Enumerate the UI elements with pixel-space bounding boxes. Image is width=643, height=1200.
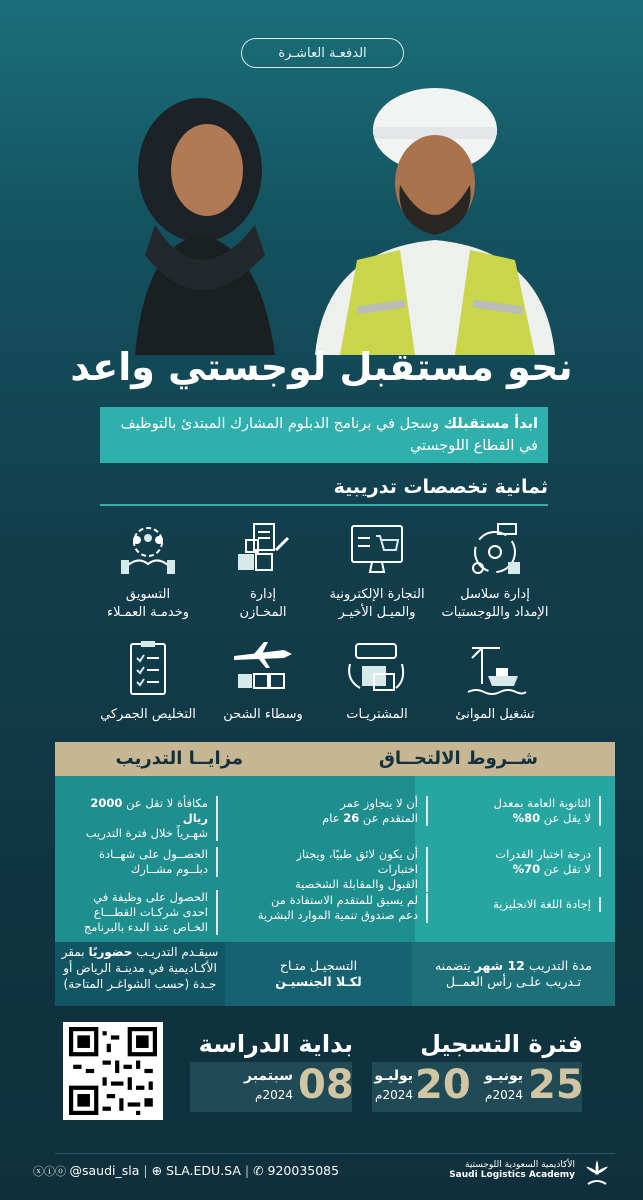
marketing-icon — [113, 520, 183, 580]
benefit-line: الحصــول على شهــادة — [98, 847, 208, 861]
intro-text: وسجل في برنامج الدبلوم المشارك المبتدئ بالتوظيف في القطاع اللوجستي — [120, 416, 538, 454]
academy-logo-icon — [580, 1156, 614, 1190]
intro-bold: ابدأ مستقبلك — [443, 416, 538, 432]
benefit-line: احدى شركـات القطـــاع — [93, 905, 208, 919]
condition-line: الثانوية العامة بمعدل — [493, 796, 591, 810]
spec-label-line: الإمداد واللوجستيات — [441, 605, 549, 620]
condition-item — [253, 847, 428, 892]
study-start-day: 08 — [298, 1062, 354, 1108]
benefit-line: دبلــوم مشــارك — [130, 862, 208, 876]
academy-logo — [580, 1156, 614, 1190]
duration-text — [412, 958, 615, 990]
page-title: نحو مستقبل لوجستي واعد — [70, 345, 573, 389]
condition-line: إجادة اللغة الانجليزية — [493, 897, 591, 911]
registration-start-month: يونيـو — [484, 1068, 523, 1084]
globe-icon: ⊕ — [151, 1163, 167, 1178]
spec-label-line: تشغيل الموانئ — [455, 707, 535, 722]
logo-arabic: الأكاديمية السعودية اللوجستية — [465, 1160, 575, 1170]
spec-label-line: التجارة الإلكترونية — [329, 587, 425, 602]
phone-icon: ✆ — [253, 1163, 268, 1178]
benefits-title: مزايــا التدريب — [115, 748, 243, 769]
spec-label-line: إدارة سلاسل — [460, 587, 530, 602]
location-value: حضوريًا — [88, 945, 133, 959]
spec-label-line: والميـل الأخيـر — [338, 605, 416, 620]
condition-item — [253, 796, 428, 826]
footer-divider — [55, 1153, 615, 1154]
spec-label-line: وسطاء الشحن — [223, 707, 303, 722]
spec-label-line: إدارة — [249, 587, 277, 602]
condition-line: القبول والمقابلة الشخصية — [295, 877, 418, 891]
condition-item — [431, 897, 601, 912]
specializations-title-text: ثمانية تخصصات تدريبية — [333, 476, 548, 498]
footer-phone[interactable]: 920035085 — [267, 1163, 340, 1178]
benefit-value: 2000 ريال — [90, 796, 208, 825]
condition-line: المتقدم عن — [359, 811, 418, 825]
condition-line: دعم صندوق تنمية الموارد البشرية — [257, 908, 418, 922]
condition-line: أن لا يتجاوز عمر — [340, 796, 418, 810]
batch-tag-text: الدفعـة العاشـرة — [278, 45, 367, 61]
qr-code[interactable] — [63, 1022, 163, 1120]
registration-line: لكـلا الجنسيـن — [275, 974, 362, 989]
customs-icon — [113, 640, 183, 700]
spec-label-line: التخليص الجمركي — [100, 707, 196, 722]
benefit-item — [68, 890, 218, 935]
duration-line: يتضمنه — [434, 958, 475, 973]
condition-line: عام — [322, 811, 344, 825]
condition-item — [431, 847, 601, 877]
spec-label-line: المخـازن — [239, 605, 287, 620]
location-line: جـدة (حسب الشواغـر المتاحة) — [63, 977, 217, 991]
academy-logo-text — [449, 1160, 575, 1180]
intro-box — [100, 407, 548, 463]
procurement-icon — [342, 640, 412, 700]
logo-english: Saudi Logistics Academy — [449, 1170, 575, 1180]
supply-chain-icon — [460, 520, 530, 580]
specializations-title — [100, 476, 548, 506]
condition-value: 80% — [512, 811, 541, 825]
benefit-line: شهـرياً خلال فترة التدريب — [85, 826, 208, 840]
footer-contact: ⓧⓘⓞ @saudi_sla | ⊕ SLA.EDU.SA | ✆ 920035085 — [33, 1163, 340, 1178]
conditions-title: شــروط الالتحــاق — [378, 748, 538, 769]
qr-code-icon — [68, 1027, 158, 1115]
registration-period-title: فترة التسجيل — [420, 1030, 583, 1058]
condition-line: درجة اختبار القدرات — [495, 847, 591, 861]
study-start-title: بداية الدراسة — [198, 1030, 353, 1058]
hero-image — [95, 75, 565, 355]
condition-value: 70% — [512, 862, 541, 876]
condition-line: أن يكون لائق طبيًا، ويجتاز اختبارات — [296, 847, 418, 876]
spec-label-line: وخدمـة العمـلاء — [106, 605, 190, 620]
freight-icon — [228, 640, 298, 700]
hero-people-illustration — [95, 75, 565, 355]
spec-marketing — [78, 520, 218, 622]
registration-end-day: 20 — [415, 1062, 471, 1108]
duration-value: 12 شهر — [474, 958, 525, 973]
benefit-line: مكافأة لا تقل عن — [122, 796, 208, 810]
port-icon — [460, 640, 530, 700]
location-line: بمقر — [61, 945, 89, 959]
condition-item — [253, 893, 428, 923]
condition-line: لم يسبق للمتقدم الاستفادة من — [271, 893, 418, 907]
spec-label-line: المشتريـات — [346, 707, 408, 722]
ecommerce-icon — [342, 520, 412, 580]
condition-line: لا تقل عن — [540, 862, 591, 876]
footer-website[interactable]: SLA.EDU.SA — [166, 1163, 241, 1178]
batch-tag — [241, 38, 404, 68]
registration-line: التسجيـل متـاح — [279, 958, 358, 973]
duration-line: تـدريب علـى رأس العمــل — [445, 974, 582, 989]
benefit-item — [68, 847, 218, 877]
location-line: سيقـدم التدريـب — [132, 945, 219, 959]
condition-value: 26 — [343, 811, 360, 825]
footer-social[interactable]: @saudi_sla — [69, 1163, 140, 1178]
study-start-year: 2024م — [255, 1088, 293, 1102]
study-start-month: سبتمبر — [243, 1068, 293, 1084]
registration-start-year: 2024م — [485, 1088, 523, 1102]
condition-item — [431, 796, 601, 826]
registration-start-day: 25 — [528, 1062, 584, 1108]
registration-end-year: 2024م — [375, 1088, 413, 1102]
location-line: الأكـاديمية في مدينـة الرياض أو — [63, 961, 217, 975]
warehouse-icon — [228, 520, 298, 580]
benefit-item — [68, 796, 218, 841]
spec-label-line: التسويق — [125, 587, 171, 602]
registration-end-month: يوليـو — [374, 1068, 413, 1084]
benefit-line: الحصول على وظيفة في — [93, 890, 208, 904]
condition-line: لا يقل عن — [540, 811, 591, 825]
registration-text — [225, 958, 412, 990]
spec-customs — [78, 640, 218, 724]
benefit-line: الخـاص عند البدء بالبرنامج — [83, 920, 208, 934]
duration-line: مدة التدريب — [524, 958, 593, 973]
social-icons[interactable]: ⓧⓘⓞ — [33, 1165, 70, 1178]
location-text — [55, 944, 225, 992]
